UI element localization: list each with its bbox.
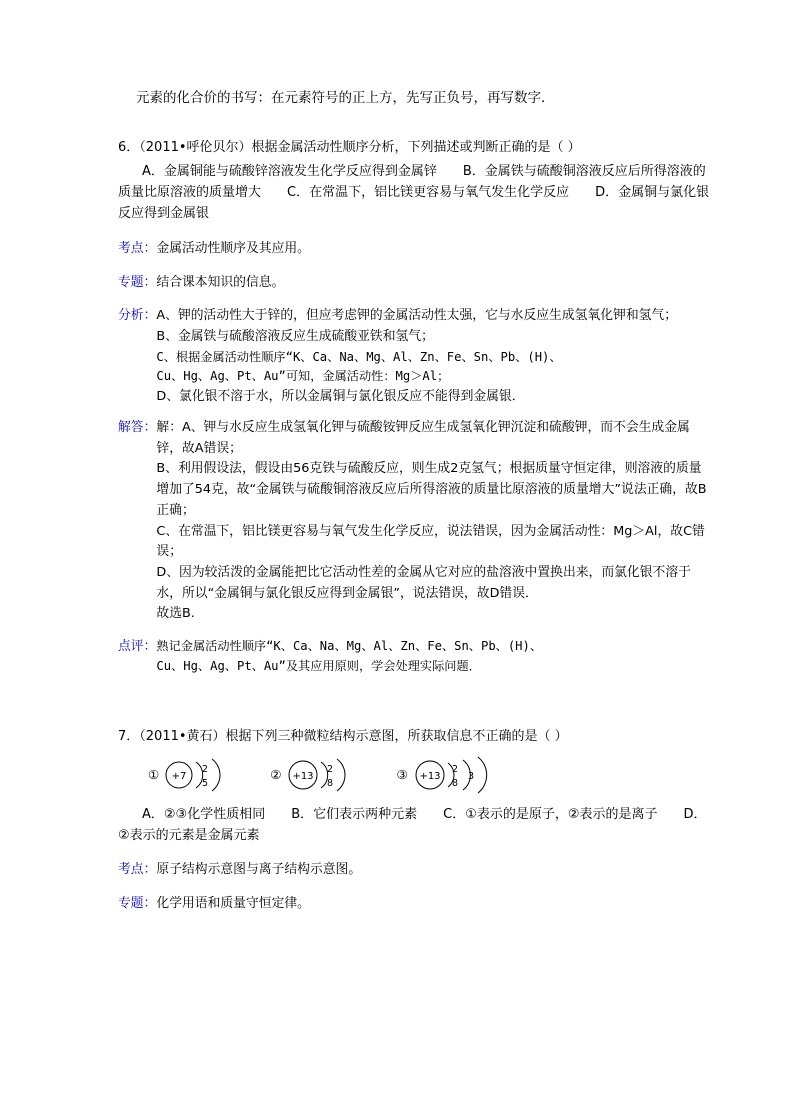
aluminium-atom-icon: [411, 753, 507, 797]
svg-text:2: 2: [202, 763, 209, 775]
question-6-fenxi: [118, 306, 712, 408]
aluminium-ion-icon: [284, 753, 366, 797]
section-label-jieda: 解答：: [118, 419, 157, 435]
section-label-kaodian: 考点：: [118, 862, 157, 878]
question-6-zhuanti: [118, 273, 712, 294]
particle-3-index: ③: [396, 767, 408, 783]
jieda-line-c: C、在常温下，铝比镁更容易与氧气发生化学反应，说法错误，因为金属活动性：Mg＞Al，故C错误；: [156, 523, 705, 560]
question-7-options: A．②③化学性质相同 B．它们表示两种元素 C．①表示的是原子，②表示的是离子 D．②表示的元素是金属元素: [118, 806, 707, 843]
jieda-line-d: D、因为较活泼的金属能把比它活动性差的金属从它对应的盐溶液中置换出来，而氯化银不溶于水，所以“金属铜与氯化银反应得到金属银”，说法错误，故D错误．: [156, 564, 691, 601]
section-body-kaodian: 原子结构示意图与离子结构示意图。: [156, 862, 362, 878]
question-6-kaodian: [118, 239, 712, 260]
svg-text:+13: +13: [292, 770, 314, 782]
jieda-line-b: B、利用假设法，假设由56克铁与硫酸反应，则生成2克氢气；根据质量守恒定律，则溶液的质量增加了54克，故“金属铁与硫酸铜溶液反应后所得溶液的质量比原溶液的质量增大”说法正确，故B正确；: [156, 461, 707, 518]
fenxi-line-c1: C、根据金属活动性顺序“K、Ca、Na、Mg、Al、Zn、Fe、Sn、Pb、(H)、: [156, 349, 562, 364]
svg-text:2: 2: [327, 763, 334, 775]
section-body-zhuanti: 化学用语和质量守恒定律。: [156, 896, 310, 912]
question-7-zhuanti: [118, 894, 712, 915]
section-body-kaodian: 金属活动性顺序及其应用。: [156, 240, 310, 256]
section-body-jieda: [156, 418, 712, 625]
particle-diagram-2: [270, 753, 366, 797]
dianping-line-2: Cu、Hg、Ag、Pt、Au”及其应用原则，学会处理实际问题．: [156, 658, 481, 673]
particle-diagram-group: [148, 753, 712, 797]
fenxi-line-a: A、钾的活动性大于锌的，但应考虑钾的金属活动性太强，它与水反应生成氢氧化钾和氢气；: [156, 308, 678, 324]
svg-text:2: 2: [451, 763, 458, 775]
question-6-jieda: [118, 418, 712, 625]
dianping-line-1: 熟记金属活动性顺序“K、Ca、Na、Mg、Al、Zn、Fe、Sn、Pb、(H)、: [156, 639, 543, 654]
section-label-dianping: 点评：: [118, 639, 157, 655]
svg-text:3: 3: [467, 770, 474, 782]
section-label-zhuanti: 专题：: [118, 896, 157, 912]
particle-2-index: ②: [270, 767, 282, 783]
svg-text:+7: +7: [171, 770, 187, 782]
question-7-stem: 7．（2011•黄石）根据下列三种微粒结构示意图，所获取信息不正确的是（ ）: [118, 728, 568, 744]
fenxi-line-b: B、金属铁与硫酸溶液反应生成硫酸亚铁和氢气；: [156, 328, 434, 344]
section-label-zhuanti: 专题：: [118, 274, 157, 290]
jieda-line-conclusion: 故选B.: [156, 606, 195, 622]
question-block-7: [118, 727, 712, 915]
particle-1-index: ①: [148, 767, 160, 783]
block-spacer: [118, 687, 712, 727]
svg-text:+13: +13: [419, 770, 441, 782]
fenxi-line-c2: Cu、Hg、Ag、Pt、Au”可知，金属活动性：Mg＞Al；: [156, 369, 450, 384]
svg-text:8: 8: [451, 777, 458, 789]
svg-text:8: 8: [327, 777, 334, 789]
svg-text:5: 5: [202, 777, 209, 789]
section-label-kaodian: 考点：: [118, 240, 157, 256]
question-6-dianping: [118, 637, 712, 677]
question-6-options: A．金属铜能与硫酸锌溶液发生化学反应得到金属锌 B．金属铁与硫酸铜溶液反应后所得溶液的质量比原溶液的质量增大 C．在常温下，铝比镁更容易与氧气发生化学反应 D．金属铜与氯化银反应得到金属银: [118, 164, 710, 221]
section-body-zhuanti: 结合课本知识的信息。: [156, 274, 285, 290]
fenxi-line-d: D、氯化银不溶于水，所以金属铜与氯化银反应不能得到金属银．: [156, 389, 525, 405]
section-label-fenxi: 分析：: [118, 308, 157, 324]
particle-diagram-1: [148, 753, 240, 797]
question-6-stem: 6．（2011•呼伦贝尔）根据金属活动性顺序分析，下列描述或判断正确的是（ ）: [118, 140, 581, 156]
particle-diagram-3: [396, 753, 506, 797]
intro-paragraph: 元素的化合价的书写：在元素符号的正上方，先写正负号，再写数字．: [136, 90, 555, 106]
question-7-kaodian: [118, 860, 712, 881]
question-block-6: [118, 138, 712, 676]
section-body-dianping: [156, 637, 712, 677]
section-body-fenxi: [156, 306, 712, 408]
nitrogen-atom-icon: [162, 753, 240, 797]
jieda-line-a: 解：A、钾与水反应生成氢氧化钾与硫酸铵钾反应生成氢氧化钾沉淀和硫酸钾，而不会生成金属锌，故A错误；: [156, 419, 690, 456]
